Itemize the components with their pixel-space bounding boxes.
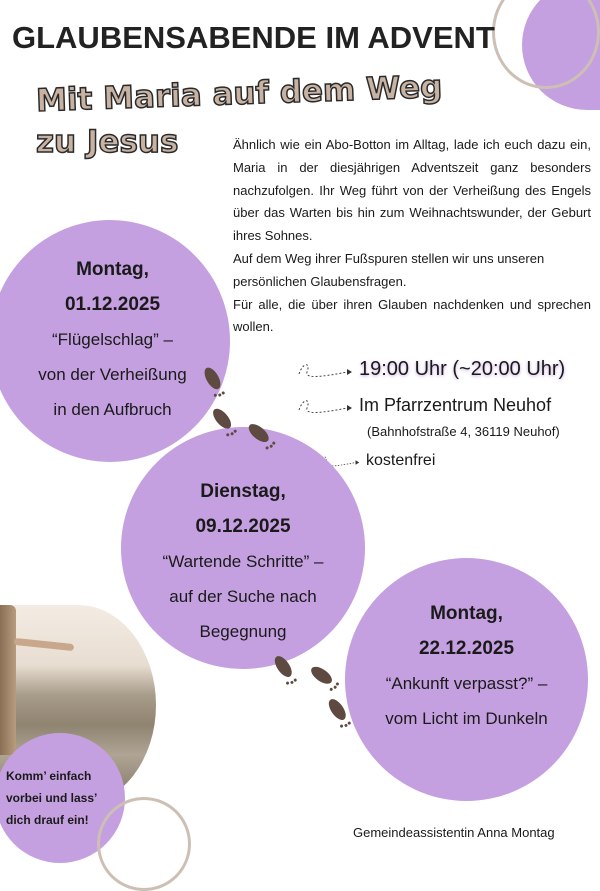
event-day: Dienstag, [200, 481, 286, 502]
dotted-arrow-icon [297, 360, 353, 380]
deco-ring-bottom [97, 797, 191, 891]
page-title: GLAUBENSABENDE IM ADVENT [12, 20, 495, 55]
person-figure [0, 605, 16, 755]
intro-paragraph: Auf dem Weg ihrer Fußspuren stellen wir uns unseren persönlichen Glaubensfragen. [233, 250, 545, 289]
cost-text: kostenfrei [366, 452, 436, 469]
invite-line: Komm’ einfach [6, 769, 92, 783]
event-subtitle: auf der Suche nach [169, 587, 317, 606]
dotted-arrow-icon [297, 396, 353, 416]
outstretched-arm [14, 638, 74, 651]
event-title: “Ankunft verpasst?” – [385, 674, 548, 693]
event-date: 09.12.2025 [195, 516, 291, 537]
event-3 [345, 596, 588, 736]
event-day: Montag, [430, 603, 503, 624]
address-text: (Bahnhofstraße 4, 36119 Neuhof) [367, 424, 560, 439]
footer-author: Gemeindeassistentin Anna Montag [353, 825, 555, 840]
subtitle-line2: zu Jesus [36, 124, 179, 160]
invite-line: vorbei und lass’ [6, 791, 98, 805]
event-date: 01.12.2025 [64, 294, 161, 315]
time-text: 19:00 Uhr (~20:00 Uhr) [359, 358, 566, 380]
place-text: Im Pfarrzentrum Neuhof [359, 395, 552, 415]
intro-text [233, 134, 591, 339]
info-cost [318, 451, 435, 471]
event-subtitle: Begegnung [199, 622, 287, 641]
event-date: 22.12.2025 [418, 638, 515, 659]
subtitle-line1: Mit Maria auf dem Weg [35, 68, 443, 120]
intro-paragraph: Für alle, die über ihren Glauben nachdenken und sprechen wollen. [233, 296, 591, 335]
event-2 [121, 474, 365, 649]
event-day: Montag, [76, 259, 149, 280]
event-title: “Flügelschlag” – [52, 330, 173, 349]
event-subtitle: von der Verheißung [38, 365, 187, 384]
invite-line: dich drauf ein! [6, 813, 89, 827]
event-subtitle: in den Aufbruch [53, 400, 172, 419]
event-subtitle: vom Licht im Dunkeln [385, 709, 548, 728]
event-title: “Wartende Schritte” – [162, 552, 324, 571]
info-place [297, 395, 551, 416]
info-time [297, 358, 565, 381]
invite-text [6, 765, 97, 831]
event-1 [0, 252, 225, 427]
footprint-icon [304, 658, 344, 696]
intro-paragraph: Ähnlich wie ein Abo-Botton im Alltag, lade ich euch dazu ein, Maria in der diesjährigen Adventszeit ganz besonders nachzufolgen. Ihr Weg führt von der Verheißung des Engels über das Warten bis hin zum Weihnachtswunder, der Geburt ihres Sohnes. [233, 137, 591, 244]
